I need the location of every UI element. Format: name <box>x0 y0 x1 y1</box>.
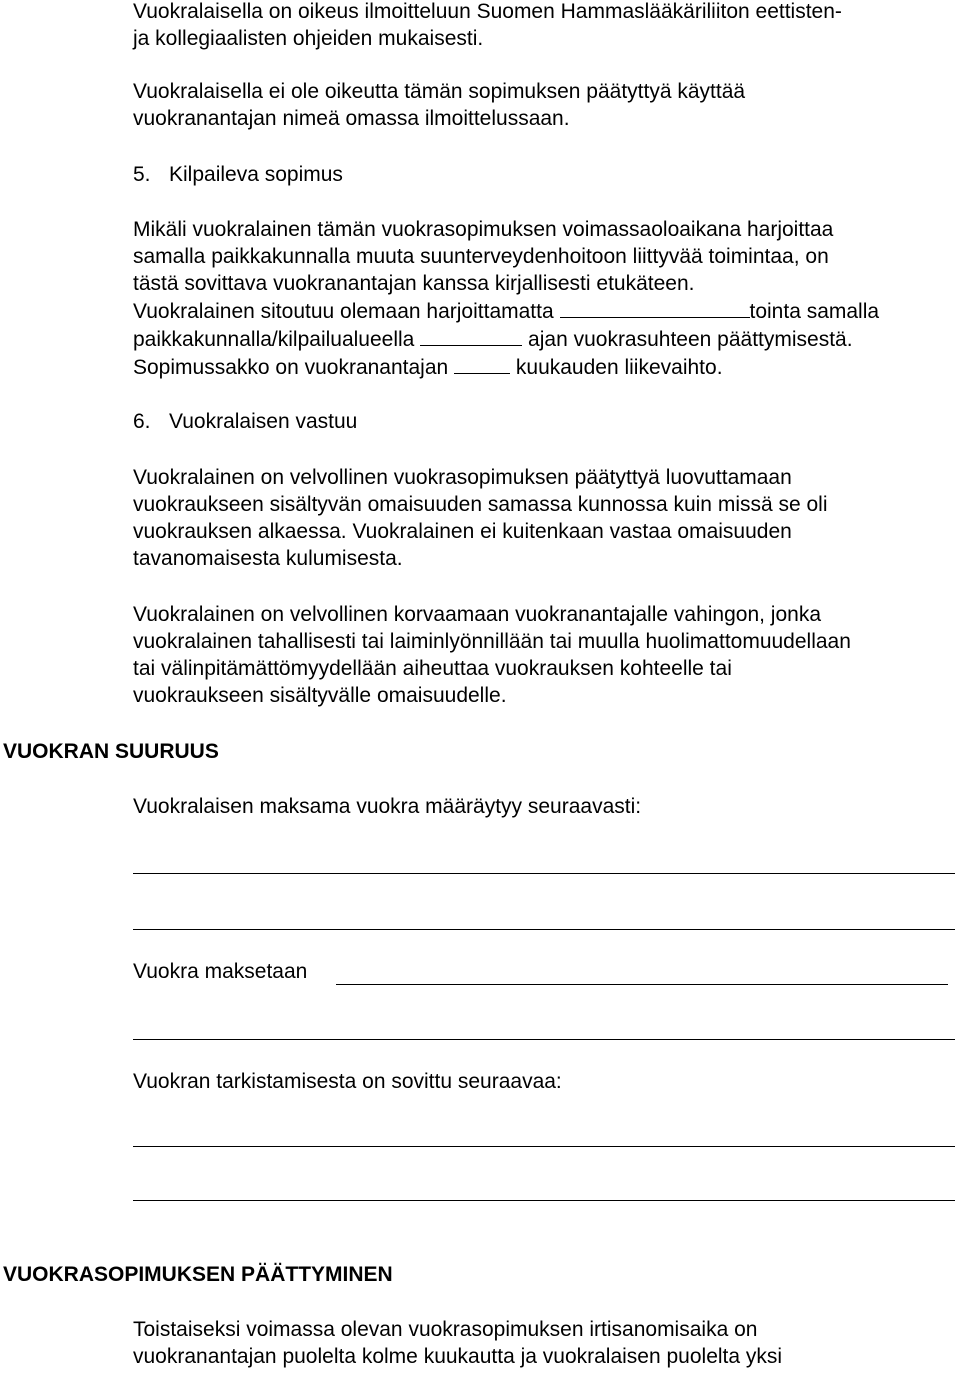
fill-line-rent-2[interactable] <box>133 929 955 930</box>
fill-blank-months[interactable] <box>454 353 510 374</box>
text-line: Vuokralaisella on oikeus ilmoitteluun Suomen Hammaslääkäriliiton eettisten- <box>133 0 842 23</box>
text-line: paikkakunnalla/kilpailualueella <box>133 328 415 351</box>
text-line: Toistaiseksi voimassa olevan vuokrasopimuksen irtisanomisaika on <box>133 1318 758 1341</box>
termination-body <box>133 1316 955 1370</box>
text-line: vuokranantajan puolelta kolme kuukautta ja vuokralaisen puolelta yksi <box>133 1345 783 1368</box>
rent-heading: VUOKRAN SUURUUS <box>3 740 219 763</box>
text-line: vuokranantajan nimeä omassa ilmoittelussaan. <box>133 107 570 130</box>
text-line: kuukauden liikevaihto. <box>515 356 723 379</box>
paragraph-name-use <box>133 78 955 132</box>
fill-line-rent-paid[interactable] <box>336 984 948 985</box>
rent-determined-label: Vuokralaisen maksama vuokra määräytyy seuraavasti: <box>133 795 642 818</box>
text-line: tästä sovittava vuokranantajan kanssa kirjallisesti etukäteen. <box>133 272 695 295</box>
fill-line-rent-1[interactable] <box>133 873 955 874</box>
fill-blank-activity[interactable] <box>560 297 750 318</box>
text-line: tointa samalla <box>749 300 880 323</box>
text-line: Vuokralainen on velvollinen vuokrasopimuksen päätyttyä luovuttamaan <box>133 466 792 489</box>
text-line: vuokraukseen sisältyvän omaisuuden samassa kunnossa kuin missä se oli <box>133 493 828 516</box>
fill-line-rent-paid-2[interactable] <box>133 1039 955 1040</box>
text-line: Mikäli vuokralainen tämän vuokrasopimuksen voimassaoloaikana harjoittaa <box>133 218 834 241</box>
section-title: Kilpaileva sopimus <box>169 163 343 186</box>
fill-line-review-2[interactable] <box>133 1200 955 1201</box>
termination-heading: VUOKRASOPIMUKSEN PÄÄTTYMINEN <box>3 1263 393 1286</box>
fill-blank-period[interactable] <box>420 325 522 346</box>
fill-line-review-1[interactable] <box>133 1146 955 1147</box>
section-6-paragraph-1 <box>133 464 955 572</box>
text-line: Vuokralaisella ei ole oikeutta tämän sopimuksen päätyttyä käyttää <box>133 80 746 103</box>
text-line: vuokraukseen sisältyvälle omaisuudelle. <box>133 684 507 707</box>
section-5-body <box>133 216 955 381</box>
text-line: Sopimussakko on vuokranantajan <box>133 356 449 379</box>
section-title: Vuokralaisen vastuu <box>169 410 358 433</box>
section-number: 6. <box>133 410 151 433</box>
paragraph-advertising-rights <box>133 0 955 52</box>
section-6-paragraph-2 <box>133 601 955 709</box>
text-line: vuokrauksen alkaessa. Vuokralainen ei kuitenkaan vastaa omaisuuden <box>133 520 792 543</box>
text-line: vuokralainen tahallisesti tai laiminlyönnillään tai muulla huolimattomuudellaan <box>133 630 851 653</box>
text-line: tai välinpitämättömyydellään aiheuttaa vuokrauksen kohteelle tai <box>133 657 732 680</box>
text-line: tavanomaisesta kulumisesta. <box>133 547 403 570</box>
text-line: Vuokralainen on velvollinen korvaamaan vuokranantajalle vahingon, jonka <box>133 603 822 626</box>
section-number: 5. <box>133 163 151 186</box>
text-line: Vuokralainen sitoutuu olemaan harjoittamatta <box>133 300 554 323</box>
text-line: samalla paikkakunnalla muuta suunterveydenhoitoon liittyvää toimintaa, on <box>133 245 829 268</box>
rent-paid-label: Vuokra maksetaan <box>133 960 308 983</box>
text-line: ja kollegiaalisten ohjeiden mukaisesti. <box>133 27 484 50</box>
section-5-heading <box>133 161 955 188</box>
text-line: ajan vuokrasuhteen päättymisestä. <box>528 328 853 351</box>
section-6-heading <box>133 408 955 435</box>
rent-review-label: Vuokran tarkistamisesta on sovittu seuraavaa: <box>133 1070 562 1093</box>
